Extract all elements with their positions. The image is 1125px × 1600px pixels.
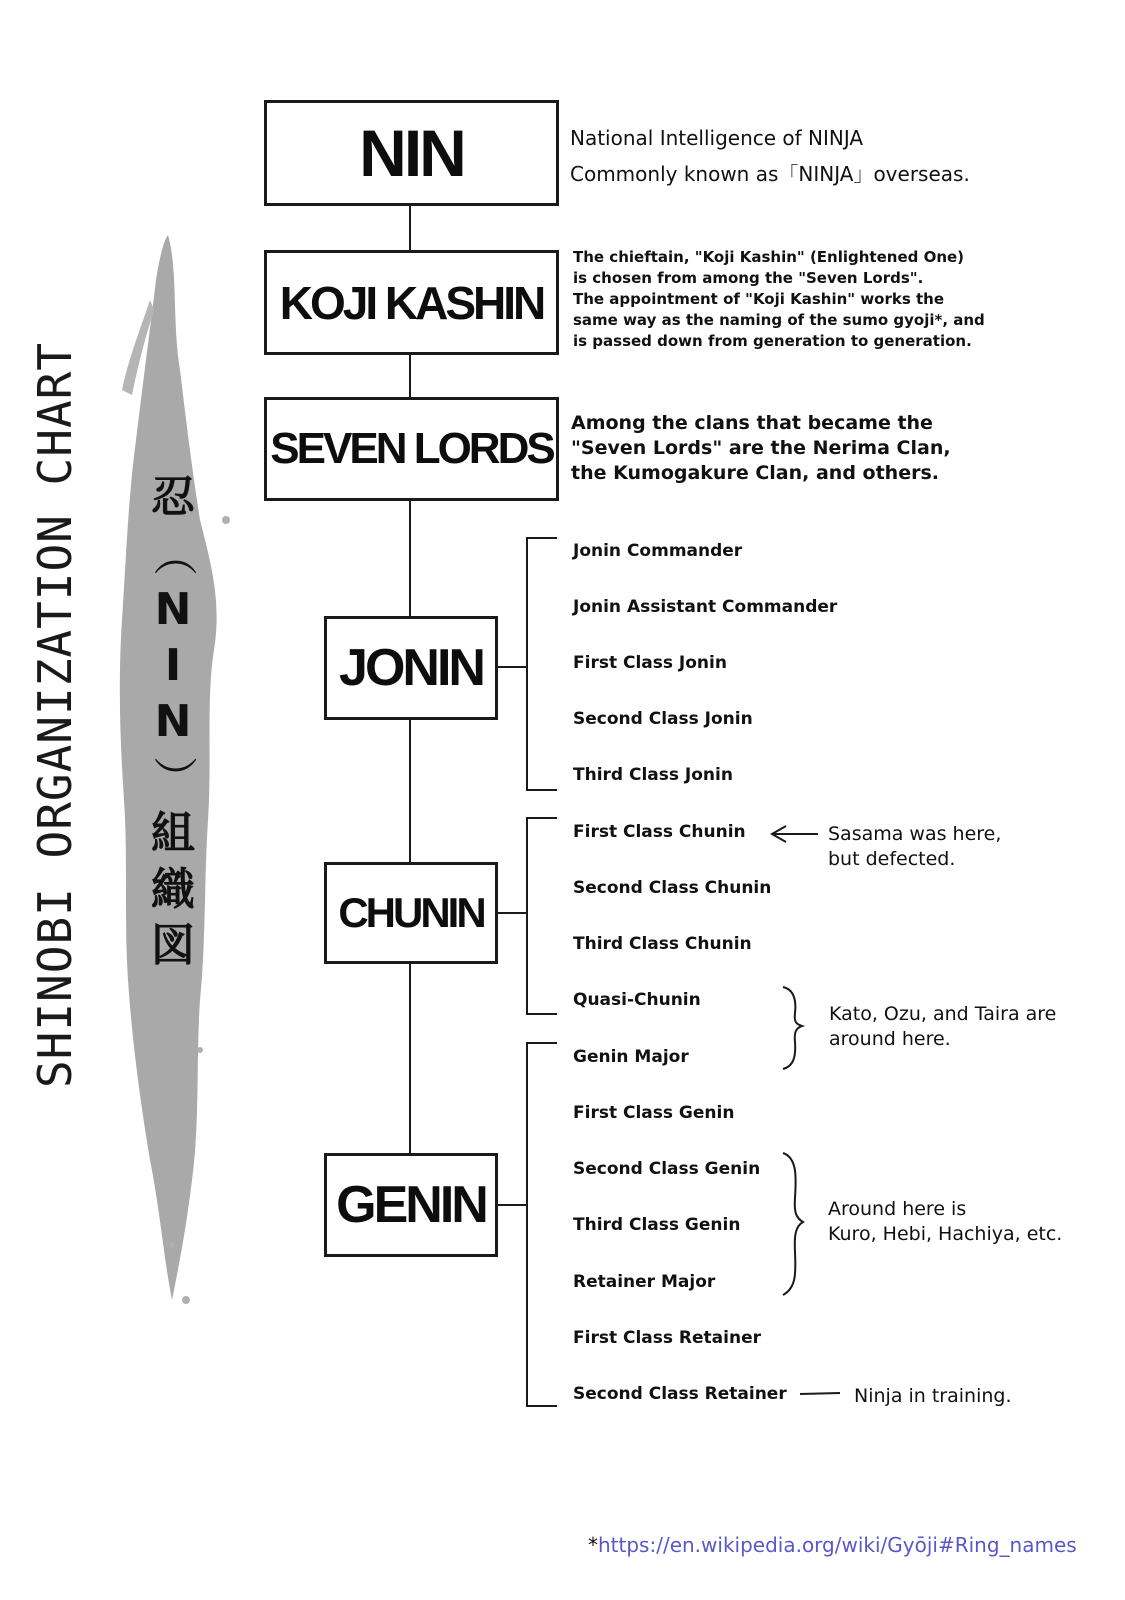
sub-rank-item: First Class Chunin bbox=[573, 822, 746, 842]
note-line: Around here is bbox=[828, 1198, 967, 1220]
koji-description-line: The appointment of "Koji Kashin" works the bbox=[573, 290, 945, 308]
footnote-link[interactable]: https://en.wikipedia.org/wiki/Gyōji#Ring_names bbox=[598, 1533, 1077, 1557]
chunin-bracket bbox=[527, 818, 557, 1014]
jp-title-char: 忍 bbox=[151, 472, 195, 523]
note-line: Sasama was here, bbox=[828, 823, 1002, 845]
sub-rank-item: First Class Genin bbox=[573, 1103, 735, 1123]
jp-title-char: N bbox=[154, 584, 192, 635]
sub-rank-item: Second Class Retainer bbox=[573, 1384, 787, 1404]
footnote bbox=[588, 1533, 1077, 1557]
chart-side-title: SHINOBI ORGANIZATION CHART bbox=[28, 341, 82, 1089]
sub-rank-item: Genin Major bbox=[573, 1047, 689, 1067]
note-line: but defected. bbox=[828, 848, 956, 870]
sub-rank-item: Third Class Jonin bbox=[573, 765, 733, 785]
jp-title-char: 組 bbox=[151, 808, 195, 859]
jp-title-char: 図 bbox=[151, 920, 195, 971]
koji-description-line: is chosen from among the "Seven Lords". bbox=[573, 269, 924, 287]
koji-description-line: same way as the naming of the sumo gyoji*, and bbox=[573, 311, 985, 329]
rank-box-chunin: CHUNIN bbox=[324, 862, 498, 964]
sub-rank-item: Second Class Jonin bbox=[573, 709, 753, 729]
sub-rank-item: Third Class Genin bbox=[573, 1215, 741, 1235]
koji-description-line: is passed down from generation to generation. bbox=[573, 332, 972, 350]
note-sasama bbox=[828, 822, 1001, 872]
sub-rank-item: Jonin Commander bbox=[573, 541, 743, 561]
sub-rank-item: Retainer Major bbox=[573, 1272, 716, 1292]
note-kuro bbox=[828, 1197, 1062, 1247]
note-line: around here. bbox=[829, 1028, 951, 1050]
sub-rank-item: First Class Retainer bbox=[573, 1328, 761, 1348]
jp-title-char: N bbox=[154, 696, 192, 747]
note-line: Kuro, Hebi, Hachiya, etc. bbox=[828, 1223, 1063, 1245]
lords-description-line: Among the clans that became the bbox=[571, 412, 933, 434]
koji-description-line: The chieftain, "Koji Kashin" (Enlightened One) bbox=[573, 248, 965, 266]
footnote-star: * bbox=[588, 1533, 598, 1557]
sub-rank-item: First Class Jonin bbox=[573, 653, 727, 673]
nin-description-line: Commonly known as「NINJA」overseas. bbox=[570, 162, 970, 186]
note-line: Kato, Ozu, and Taira are bbox=[829, 1003, 1057, 1025]
sub-rank-item: Quasi-Chunin bbox=[573, 990, 701, 1010]
training-line bbox=[800, 1393, 840, 1394]
sub-rank-item: Second Class Genin bbox=[573, 1159, 761, 1179]
jp-title-char: 織 bbox=[151, 864, 195, 915]
sub-rank-item: Jonin Assistant Commander bbox=[573, 597, 838, 617]
lords-description-line: "Seven Lords" are the Nerima Clan, bbox=[571, 437, 951, 459]
genin-bracket bbox=[527, 1043, 557, 1406]
rank-box-genin: GENIN bbox=[324, 1153, 498, 1257]
jp-title-char: ） bbox=[148, 756, 199, 800]
jp-title-char: I bbox=[164, 640, 182, 691]
kuro-curly-brace bbox=[783, 1153, 803, 1295]
note-kato bbox=[829, 1002, 1056, 1052]
rank-box-nin: NIN bbox=[264, 100, 559, 206]
jonin-bracket bbox=[527, 538, 557, 790]
note-training: Ninja in training. bbox=[854, 1385, 1012, 1407]
sub-rank-item: Second Class Chunin bbox=[573, 878, 772, 898]
sub-rank-item: Third Class Chunin bbox=[573, 934, 752, 954]
lords-description-line: the Kumogakure Clan, and others. bbox=[571, 462, 939, 484]
nin-description-line: National Intelligence of NINJA bbox=[570, 126, 864, 150]
kato-curly-brace bbox=[783, 987, 802, 1069]
rank-box-koji-kashin: KOJI KASHIN bbox=[264, 250, 559, 355]
rank-box-jonin: JONIN bbox=[324, 616, 498, 720]
rank-box-seven-lords: SEVEN LORDS bbox=[264, 397, 559, 501]
jp-title-char: （ bbox=[148, 532, 199, 576]
